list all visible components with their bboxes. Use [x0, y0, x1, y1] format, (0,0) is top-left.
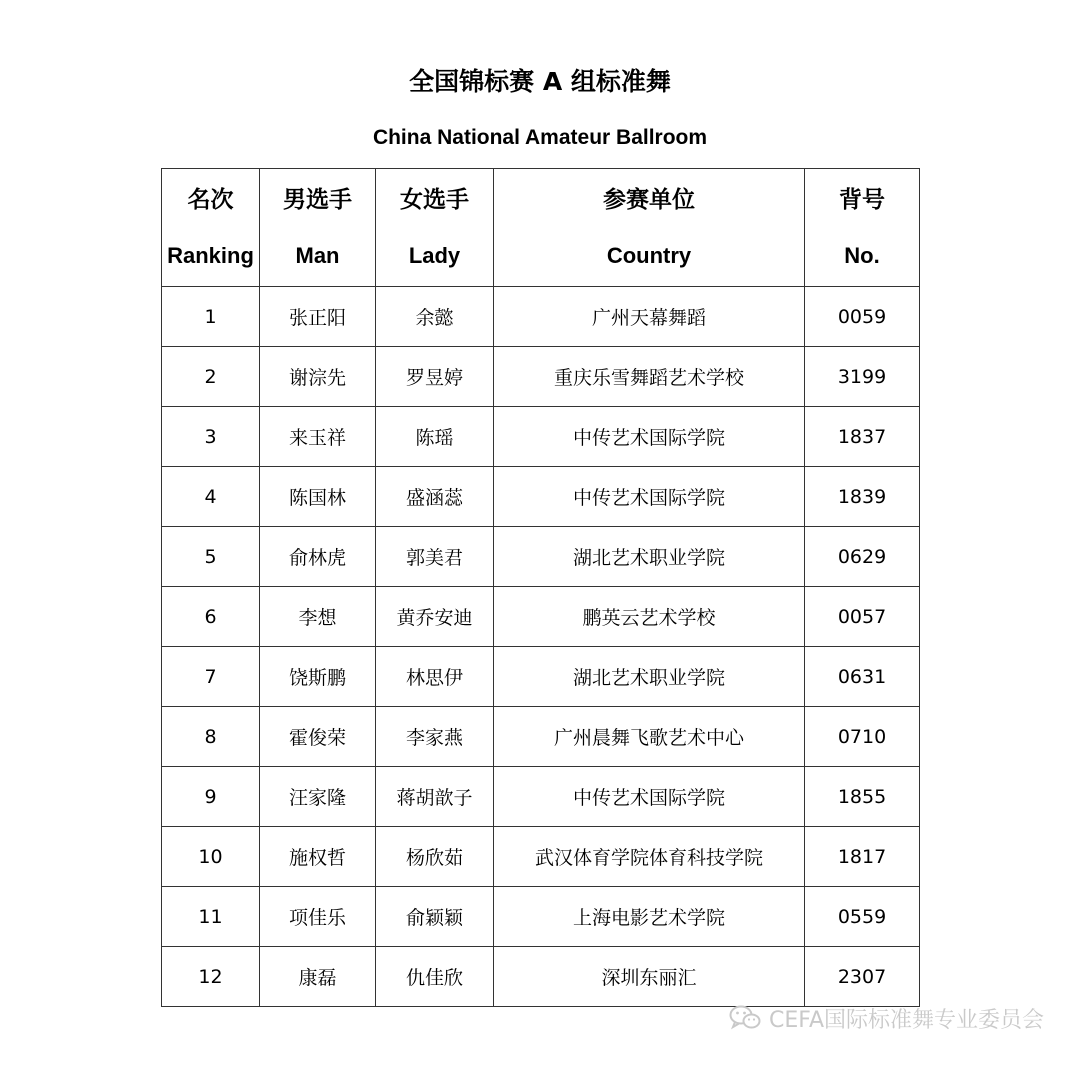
country-cell: 湖北艺术职业学院 [494, 647, 805, 707]
rank-cell: 7 [162, 647, 260, 707]
man-cell: 项佳乐 [260, 887, 376, 947]
rank-cell: 1 [162, 287, 260, 347]
watermark-text: CEFA国际标准舞专业委员会 [769, 1007, 1044, 1033]
rank-cell: 8 [162, 707, 260, 767]
header-label-cn: 背号 [839, 186, 885, 213]
number-cell: 0631 [805, 647, 920, 707]
number-cell: 0059 [805, 287, 920, 347]
number-cell: 1839 [805, 467, 920, 527]
country-cell: 武汉体育学院体育科技学院 [494, 827, 805, 887]
header-label-en: Lady [408, 242, 461, 268]
rank-cell: 4 [162, 467, 260, 527]
page-title: 全国锦标赛 A 组标准舞 [409, 67, 671, 96]
number-cell: 2307 [805, 947, 920, 1007]
header-label-en: Man [295, 242, 340, 268]
number-cell: 0057 [805, 587, 920, 647]
header-label-cn: 名次 [187, 186, 234, 213]
wechat-icon [729, 1004, 761, 1032]
country-cell: 重庆乐雪舞蹈艺术学校 [494, 347, 805, 407]
table-row [162, 767, 920, 827]
man-cell: 俞林虎 [260, 527, 376, 587]
header-ranking [162, 169, 260, 287]
number-cell: 1855 [805, 767, 920, 827]
lady-cell: 蒋胡歆子 [376, 767, 494, 827]
table-row [162, 407, 920, 467]
header-label-en: Ranking [167, 242, 254, 268]
lady-cell: 李家燕 [376, 707, 494, 767]
rank-cell: 5 [162, 527, 260, 587]
lady-cell: 林思伊 [376, 647, 494, 707]
country-cell: 广州晨舞飞歌艺术中心 [494, 707, 805, 767]
table-row [162, 467, 920, 527]
header-label-cn: 参赛单位 [603, 186, 695, 213]
rank-cell: 2 [162, 347, 260, 407]
page-subtitle: China National Amateur Ballroom [372, 126, 708, 149]
header-row [162, 169, 920, 287]
header-label-cn: 男选手 [283, 186, 352, 213]
header-label-en: No. [844, 242, 880, 268]
table-row [162, 287, 920, 347]
man-cell: 施权哲 [260, 827, 376, 887]
table-row [162, 707, 920, 767]
rank-cell: 11 [162, 887, 260, 947]
table-row [162, 647, 920, 707]
country-cell: 中传艺术国际学院 [494, 467, 805, 527]
rank-cell: 12 [162, 947, 260, 1007]
results-table [161, 168, 920, 1007]
header-label-en: Country [606, 242, 692, 268]
man-cell: 饶斯鹏 [260, 647, 376, 707]
number-cell: 1837 [805, 407, 920, 467]
lady-cell: 罗昱婷 [376, 347, 494, 407]
country-cell: 鹏英云艺术学校 [494, 587, 805, 647]
lady-cell: 盛涵蕊 [376, 467, 494, 527]
country-cell: 湖北艺术职业学院 [494, 527, 805, 587]
table-row [162, 827, 920, 887]
country-cell: 中传艺术国际学院 [494, 407, 805, 467]
man-cell: 张正阳 [260, 287, 376, 347]
lady-cell: 黄乔安迪 [376, 587, 494, 647]
number-cell: 1817 [805, 827, 920, 887]
number-cell: 0559 [805, 887, 920, 947]
header-number [805, 169, 920, 287]
table-row [162, 527, 920, 587]
lady-cell: 杨欣茹 [376, 827, 494, 887]
lady-cell: 俞颖颖 [376, 887, 494, 947]
country-cell: 上海电影艺术学院 [494, 887, 805, 947]
rank-cell: 10 [162, 827, 260, 887]
man-cell: 霍俊荣 [260, 707, 376, 767]
header-man [260, 169, 376, 287]
rank-cell: 9 [162, 767, 260, 827]
country-cell: 广州天幕舞蹈 [494, 287, 805, 347]
header-lady [376, 169, 494, 287]
number-cell: 3199 [805, 347, 920, 407]
header-label-cn: 女选手 [400, 186, 469, 213]
number-cell: 0710 [805, 707, 920, 767]
watermark [729, 998, 1044, 1038]
man-cell: 陈国林 [260, 467, 376, 527]
lady-cell: 余懿 [376, 287, 494, 347]
country-cell: 中传艺术国际学院 [494, 767, 805, 827]
table-row [162, 587, 920, 647]
rank-cell: 3 [162, 407, 260, 467]
man-cell: 谢淙先 [260, 347, 376, 407]
number-cell: 0629 [805, 527, 920, 587]
rank-cell: 6 [162, 587, 260, 647]
table-row [162, 887, 920, 947]
header-country [494, 169, 805, 287]
man-cell: 汪家隆 [260, 767, 376, 827]
man-cell: 来玉祥 [260, 407, 376, 467]
lady-cell: 仇佳欣 [376, 947, 494, 1007]
man-cell: 李想 [260, 587, 376, 647]
lady-cell: 陈瑶 [376, 407, 494, 467]
lady-cell: 郭美君 [376, 527, 494, 587]
table-row [162, 347, 920, 407]
man-cell: 康磊 [260, 947, 376, 1007]
country-cell: 深圳东丽汇 [494, 947, 805, 1007]
